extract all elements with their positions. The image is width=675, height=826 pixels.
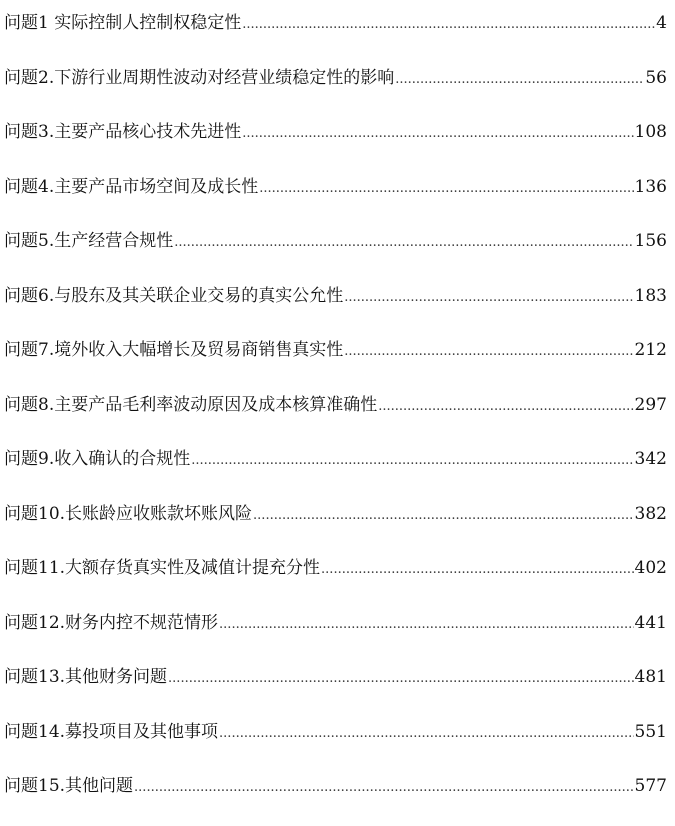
toc-entry[interactable] [4, 390, 667, 445]
toc-entry[interactable] [4, 771, 667, 826]
toc-entry-page: 577 [634, 776, 667, 796]
toc-entry-title: 问题5.生产经营合规性 [4, 231, 174, 251]
toc-entry-page: 4 [656, 13, 667, 33]
toc-entry[interactable] [4, 444, 667, 499]
toc-entry[interactable] [4, 662, 667, 717]
toc-entry-title: 问题11.大额存货真实性及减值计提充分性 [4, 558, 321, 578]
toc-entry[interactable] [4, 717, 667, 772]
toc-entry-page: 56 [645, 67, 667, 88]
toc-leader-dots [242, 126, 633, 141]
toc-entry-page: 156 [634, 231, 667, 251]
toc-entry-page: 382 [634, 503, 667, 524]
toc-entry[interactable] [4, 63, 667, 118]
toc-entry-title: 问题6.与股东及其关联企业交易的真实公允性 [4, 285, 344, 306]
toc-entry-title: 问题8.主要产品毛利率波动原因及成本核算准确性 [4, 394, 378, 415]
toc-leader-dots [191, 453, 633, 468]
toc-entry-title: 问题1 实际控制人控制权稳定性 [4, 13, 242, 33]
toc-entry[interactable] [4, 8, 667, 63]
toc-entry-page: 481 [634, 667, 667, 687]
toc-entry-title: 问题15.其他问题 [4, 776, 134, 796]
toc-entry-title: 问题12.财务内控不规范情形 [4, 612, 219, 633]
toc-leader-dots [344, 344, 633, 359]
toc-leader-dots [259, 181, 633, 196]
toc-entry-title: 问题3.主要产品核心技术先进性 [4, 122, 242, 142]
toc-leader-dots [242, 17, 655, 32]
toc-leader-dots [378, 399, 633, 414]
toc-entry-title: 问题10.长账龄应收账款坏账风险 [4, 503, 253, 524]
toc-entry-page: 212 [634, 340, 667, 360]
toc-leader-dots [219, 617, 634, 632]
toc-leader-dots [219, 726, 634, 741]
toc-entry-title: 问题14.募投项目及其他事项 [4, 721, 219, 742]
toc-entry-title: 问题9.收入确认的合规性 [4, 449, 191, 469]
toc-entry[interactable] [4, 226, 667, 281]
toc-entry[interactable] [4, 172, 667, 227]
toc-entry[interactable] [4, 499, 667, 554]
toc-entry-page: 297 [634, 394, 667, 415]
toc-leader-dots [395, 72, 644, 87]
toc-entry-page: 402 [634, 558, 667, 578]
toc-leader-dots [253, 508, 634, 523]
toc-entry-page: 551 [634, 721, 667, 742]
toc-entry-title: 问题2.下游行业周期性波动对经营业绩稳定性的影响 [4, 67, 395, 88]
toc-leader-dots [344, 290, 633, 305]
toc-entry[interactable] [4, 608, 667, 663]
toc-entry-page: 136 [634, 176, 667, 197]
toc-leader-dots [174, 235, 633, 250]
toc-leader-dots [168, 671, 634, 686]
toc-entry-title: 问题13.其他财务问题 [4, 667, 168, 687]
toc-entry-title: 问题7.境外收入大幅增长及贸易商销售真实性 [4, 340, 344, 360]
toc-entry-page: 342 [634, 449, 667, 469]
toc-entry[interactable] [4, 281, 667, 336]
toc-entry[interactable] [4, 553, 667, 608]
toc-entry-title: 问题4.主要产品市场空间及成长性 [4, 176, 259, 197]
toc-entry[interactable] [4, 117, 667, 172]
toc-entry[interactable] [4, 335, 667, 390]
toc-entry-page: 441 [634, 612, 667, 633]
toc-entry-page: 108 [634, 122, 667, 142]
table-of-contents [4, 8, 667, 826]
toc-entry-page: 183 [634, 285, 667, 306]
toc-leader-dots [321, 562, 634, 577]
toc-leader-dots [134, 780, 634, 795]
